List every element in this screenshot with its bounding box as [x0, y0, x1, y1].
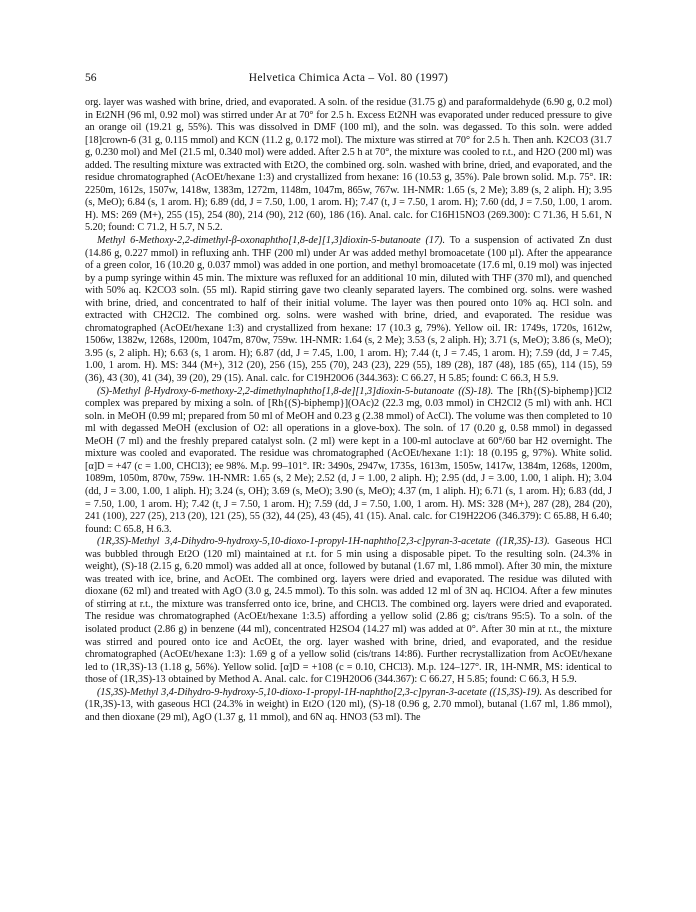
body-text: [85, 97, 612, 724]
paragraph-1: [85, 97, 612, 235]
compound-title: Methyl 6-Methoxy-2,2-dimethyl-β-oxonaphtho[1,8-de][1,3]dioxin-5-butanoate (17).: [97, 235, 445, 247]
journal-title: Helvetica Chimica Acta – Vol. 80 (1997): [248, 72, 449, 84]
compound-title: (S)-Methyl β-Hydroxy-6-methoxy-2,2-dimethylnaphtho[1,8-de][1,3]dioxin-5-butanoate ((S)-18).: [97, 385, 494, 397]
running-header: [85, 72, 612, 88]
paragraph-3: [85, 386, 612, 537]
paragraph-2: [85, 235, 612, 386]
paragraph-4: [85, 536, 612, 687]
paragraph-text: As described for (1R,3S)-13, with gaseous HCl (24.3% in weight) in Et2O (120 ml), (S)-18 (0.96 g, 2.70 mmol), butanal (1.67 ml, 1.86 mmol), and then dioxane (29 ml), AgO (1.37 g, 11 mmol), and 6N aq. HNO3 (53 ml). The: [85, 686, 613, 723]
paragraph-text: The [Rh{(S)-biphemp}]Cl2 complex was prepared by mixing a soln. of [Rh{(S)-biphemp}](OAc)2 (22.3 mg, 0.03 mmol) in CH2Cl2 (5 ml) with anh. HCl soln. in MeOH (0.99 ml; prepared from 50 ml of MeOH and 0.23 g (2.38 mmol) of AcCl). The volume was then completed to 10 ml with degassed MeOH (exclusion of O2: all operations in a glove-box). The soln. of 17 (0.20 g, 0.58 mmol) in degassed MeOH (7 ml) and the freshly prepared catalyst soln. (2 ml) were kept in a 100-ml autoclave at 60°/60 bar H2 overnight. The mixture was cooled and evaporated. The residue was chromatographed (AcOEt/hexane 1:1): 18 (0.195 g, 97%). White solid. [α]D = +47 (c = 1.00, CHCl3); ee 98%. M.p. 99–101°. IR: 3490s, 2947w, 1735s, 1613m, 1505w, 1417w, 1384m, 1268s, 1200m, 1089m, 1050m, 870w, 759w. 1H-NMR: 1.65 (s, 2 Me); 2.52 (d, J = 1.00, 2 aliph. H); 2.95 (dd, J = 3.00, 1.00, 1 aliph. H); 3.04 (dd, J = 3.00, 1.00, 1 aliph. H); 3.24 (s, OH); 3.69 (s, MeO); 3.90 (s, MeO); 4.37 (m, 1 aliph. H); 6.71 (s, 1 arom. H); 6.83 (dd, J = 7.50, 1.00, 1 arom. H); 7.42 (t, J = 7.50, 1 arom. H); 7.59 (dd, J = 7.50, 1.00, 1 arom. H). MS: 328 (M+), 287 (28), 284 (20), 241 (100), 227 (25), 213 (20), 121 (25), 55 (32), 44 (25), 43 (45), 41 (15). Anal. calc. for C19H22O6 (346.379): C 65.88, H 6.40; found: C 65.8, H 6.3.: [85, 385, 612, 535]
paragraph-text: To a suspension of activated Zn dust (14.86 g, 0.227 mmol) in refluxing anh. THF (200 ml) under Ar was added methyl bromoacetate (100 µl). After the appearance of a green color, 16 (10.20 g, 0.037 mmol) was added in one portion, and methyl bromoacetate (17.6 ml, 0.19 mol) was injected by a pump syringe within 45 min. The mixture was refluxed for an additional 10 min, diluted with THF (370 ml), and quenched with 50% aq. K2CO3 soln. (55 ml). Rapid stirring gave two cleanly separated layers. The combined org. solns. were washed with brine, dried, and concentrated to half of their initial volume. The layer was then poured onto 10% aq. HCl soln. and extracted with CH2Cl2. The combined org. solns. were washed with brine, dried, and evaporated. The residue was chromatographed (AcOEt/hexane 1:3) and crystallized from hexane: 17 (10.3 g, 79%). Yellow oil. IR: 1749s, 1720s, 1612w, 1506w, 1382w, 1268s, 1200m, 1047m, 870w, 759w. 1H-NMR: 1.64 (s, 2 Me); 3.53 (s, 2 aliph. H); 3.71 (s, MeO); 3.86 (s, MeO); 3.95 (s, 2 aliph. H); 6.63 (s, 1 arom. H); 6.87 (dd, J = 7.45, 1.00, 1 arom. H); 7.44 (t, J = 7.45, 1 arom. H); 7.59 (dd, J = 7.45, 1.00, 1 arom. H). MS: 344 (M+), 312 (20), 256 (15), 255 (70), 243 (23), 229 (55), 189 (28), 187 (48), 185 (65), 114 (15), 59 (36), 43 (30), 41 (34), 39 (20), 29 (15). Anal. calc. for C19H20O6 (344.363): C 66.27, H 5.85; found: C 66.3, H 5.9.: [85, 235, 612, 385]
paragraph-text: org. layer was washed with brine, dried, and evaporated. A soln. of the residue (31.75 g) and paraformaldehyde (6.90 g, 0.2 mol) in Et2NH (96 ml, 0.92 mol) was stirred under Ar at 70° for 2.5 h. Excess Et2NH was evaporated under reduced pressure to give an orange oil (19.21 g, 55%). This was dissolved in DMF (100 ml), and the soln. was degassed. To this soln. were added [18]crown-6 (31 g, 0.115 mmol) and KCN (11.2 g, 0.172 mol). The mixture was stirred at 70° for 2.5 h. Then anh. K2CO3 (31.7 g, 0.230 mol) and MeI (21.5 ml, 0.340 mol) were added. After 2.5 h at 70°, the mixture was cooled to r.t., and H2O (200 ml) was added. The resulting mixture was extracted with Et2O, the combined org. soln. washed with brine, dried, and evaporated, and the residue chromatographed (AcOEt/hexane 1:3) and crystallized from hexane: 16 (10.53 g, 35%). Pale brown solid. M.p. 75°. IR: 2250m, 1612s, 1507w, 1418w, 1383m, 1272m, 1148m, 1047m, 865w, 767w. 1H-NMR: 1.65 (s, 2 Me); 3.89 (s, 2 aliph. H); 3.95 (s, MeO); 6.84 (s, 1 arom. H); 6.89 (dd, J = 7.50, 1.00, 1 arom. H); 7.47 (t, J = 7.50, 1 arom. H); 7.60 (dd, J = 7.50, 1.00, 1 arom. H). MS: 269 (M+), 255 (15), 254 (80), 214 (90), 212 (60), 186 (16). Anal. calc. for C16H15NO3 (269.300): C 71.36, H 5.61, N 5.20; found: C 71.2, H 5.7, N 5.2.: [85, 97, 612, 234]
compound-title: (1R,3S)-Methyl 3,4-Dihydro-9-hydroxy-5,10-dioxo-1-propyl-1H-naphtho[2,3-c]pyran-3-acetate ((1R,3S)-13).: [97, 536, 550, 548]
paragraph-text: Gaseous HCl was bubbled through Et2O (120 ml) maintained at r.t. for 5 min using a disposable pipet. To the resulting soln. (24.3% in weight), (S)-18 (2.15 g, 6.20 mmol) was added all at once, followed by butanal (1.67 ml, 1.86 mmol). After 30 min, the mixture was treated with ice, brine, and AcOEt. The combined org. layers were dried and evaporated. The residue was diluted with dioxane (62 ml) and treated with AgO (3.0 g, 24.5 mmol). To this soln. was added 12 ml of 3N aq. HClO4. After a few minutes of stirring at r.t., the mixture was transferred onto ice, brine, and CHCl3. The combined org. layers were dried and evaporated. The residue was chromatographed (AcOEt/hexane 1:3.5) affording a yellow solid (2.86 g; cis/trans 95:5). To a soln. of the isolated product (2.86 g) in benzene (44 ml), concentrated H2SO4 (14.27 ml) was added at 0°. After 30 min at r.t., the mixture was stirred and poured onto ice and AcOEt, the org. layer washed with brine, dried, and evaporated, and the residue chromatographed (AcOEt/hexane 1:3): 1.69 g of a yellow solid (cis/trans 14:86). Further recrystallization from AcOEt/hexane led to (1R,3S)-13 (1.18 g, 56%). Yellow solid. [α]D = +108 (c = 0.10, CHCl3). M.p. 124–127°. IR, 1H-NMR, MS: identical to those of (1R,3S)-13 obtained by Method A. Anal. calc. for C19H20O6 (344.367): C 66.27, H 5.85; found: C 66.3, H 5.9.: [85, 536, 613, 686]
compound-title: (1S,3S)-Methyl 3,4-Dihydro-9-hydroxy-5,10-dioxo-1-propyl-1H-naphtho[2,3-c]pyran-3-acetate ((1S,3S)-19).: [97, 686, 543, 698]
paragraph-5: [85, 687, 612, 725]
page-number: 56: [85, 72, 97, 84]
